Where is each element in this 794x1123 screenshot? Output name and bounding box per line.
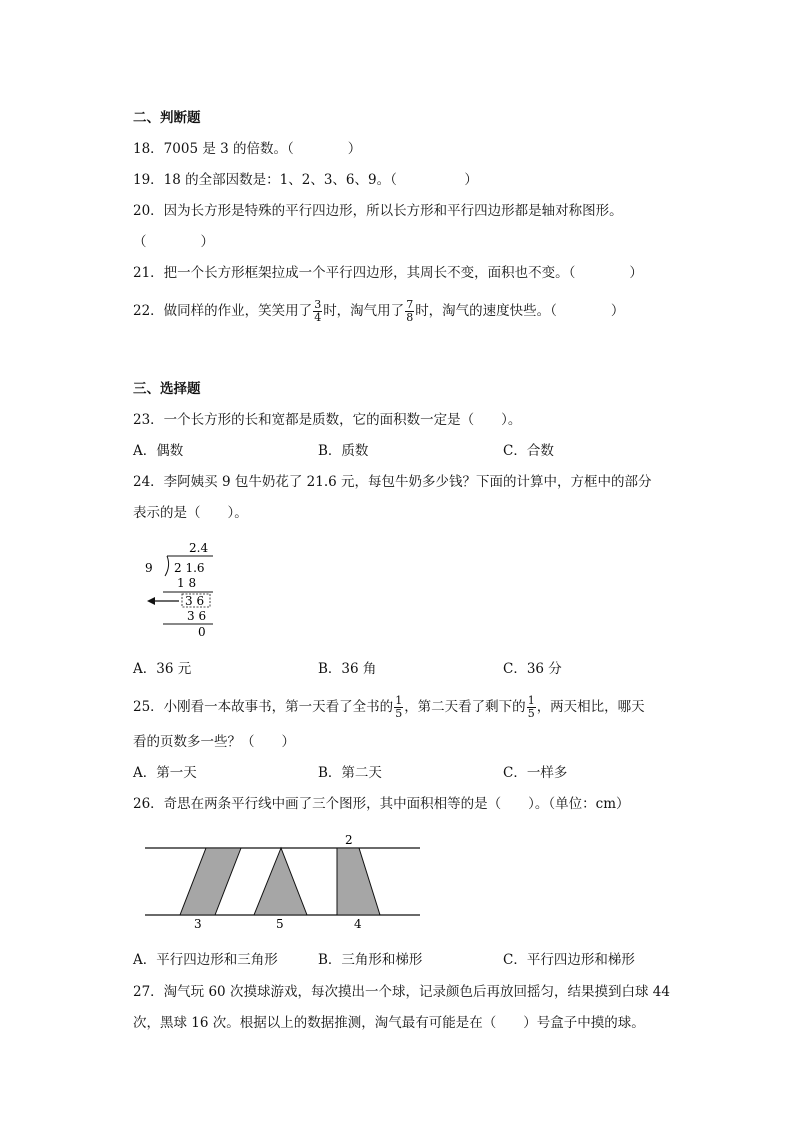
question-27-line2: 次，黑球 16 次。根据以上的数据推测，淘气最有可能是在（ ）号盒子中摸的球。 [133,1015,645,1031]
fraction-denominator: 5 [395,707,403,720]
long-division-figure [140,538,230,640]
fraction-7-8 [405,299,414,324]
division-quotient: 2.4 [189,541,209,555]
question-22-part3: 时，淘气的速度快些。（ ） [415,303,625,319]
question-25-part1: 25．小刚看一本故事书，第一天看了全书的 [133,699,394,715]
question-22 [133,299,624,324]
question-26: 26．奇思在两条平行线中画了三个图形，其中面积相等的是（ ）。（单位：cm） [133,796,630,812]
question-25-line2: 看的页数多一些？（ ） [133,734,295,750]
division-divisor: 9 [145,561,153,575]
question-25-option-a[interactable]: A．第一天 [133,765,197,781]
question-20-line1: 20．因为长方形是特殊的平行四边形，所以长方形和平行四边形都是轴对称图形。 [133,203,623,219]
question-19: 19．18 的全部因数是：1、2、3、6、9。（ ） [133,172,478,188]
question-25-line1 [133,695,645,720]
fraction-numerator: 7 [406,298,414,311]
fraction-denominator: 5 [527,707,535,720]
parallelogram-shape [180,848,241,915]
question-25-part2: ，第二天看了剩下的 [404,699,526,715]
triangle-shape [254,848,307,915]
question-25-option-b[interactable]: B．第二天 [318,765,382,781]
trapezoid-shape [337,848,380,915]
question-21: 21．把一个长方形框架拉成一个平行四边形，其周长不变，面积也不变。（ ） [133,265,643,281]
parallelogram-base-label: 3 [194,917,202,931]
question-26-option-c[interactable]: C．平行四边形和梯形 [503,952,635,968]
trapezoid-top-label: 2 [345,833,353,847]
division-boxed-value: 3 6 [185,594,205,608]
question-25-option-c[interactable]: C．一样多 [503,765,568,781]
question-26-option-a[interactable]: A．平行四边形和三角形 [133,952,278,968]
arrow-left-icon [147,597,155,605]
fraction-numerator: 3 [314,298,322,311]
question-26-option-b[interactable]: B．三角形和梯形 [318,952,423,968]
division-remainder: 0 [198,625,206,639]
fraction-denominator: 4 [314,311,322,324]
question-22-part1: 22．做同样的作业，笑笑用了 [133,303,313,319]
fraction-3-4 [313,299,322,324]
question-24-option-b[interactable]: B．36 角 [318,661,377,677]
section-heading-choice: 三、选择题 [133,381,201,397]
question-24-line1: 24．李阿姨买 9 包牛奶花了 21.6 元，每包牛奶多少钱？下面的计算中，方框中的部分 [133,474,652,490]
question-23-option-b[interactable]: B．质数 [318,443,369,459]
question-24-line2: 表示的是（ ）。 [133,505,248,521]
fraction-1-5 [394,695,403,720]
question-25-part3: ，两天相比，哪天 [536,699,645,715]
division-step2: 3 6 [187,609,207,623]
question-22-part2: 时，淘气用了 [323,303,405,319]
question-27-line1: 27．淘气玩 60 次摸球游戏，每次摸出一个球，记录颜色后再放回摇匀，结果摸到白球 44 [133,984,670,1000]
question-23: 23．一个长方形的长和宽都是质数，它的面积数一定是（ ）。 [133,412,522,428]
division-bracket [165,556,169,576]
question-23-option-c[interactable]: C．合数 [503,443,554,459]
division-step1: 1 8 [177,576,197,590]
section-heading-judgement: 二、判断题 [133,110,201,126]
trapezoid-bottom-label: 4 [354,917,362,931]
fraction-numerator: 1 [527,694,535,707]
fraction-1-5-second [527,695,536,720]
parallel-lines-figure [140,828,425,934]
question-20-line2: （ ） [133,234,214,250]
question-18: 18．7005 是 3 的倍数。（ ） [133,141,362,157]
question-24-option-a[interactable]: A．36 元 [133,661,192,677]
fraction-denominator: 8 [406,311,414,324]
division-dividend: 2 1.6 [174,561,205,575]
fraction-numerator: 1 [395,694,403,707]
question-24-option-c[interactable]: C．36 分 [503,661,562,677]
question-23-option-a[interactable]: A．偶数 [133,443,184,459]
triangle-base-label: 5 [276,917,284,931]
